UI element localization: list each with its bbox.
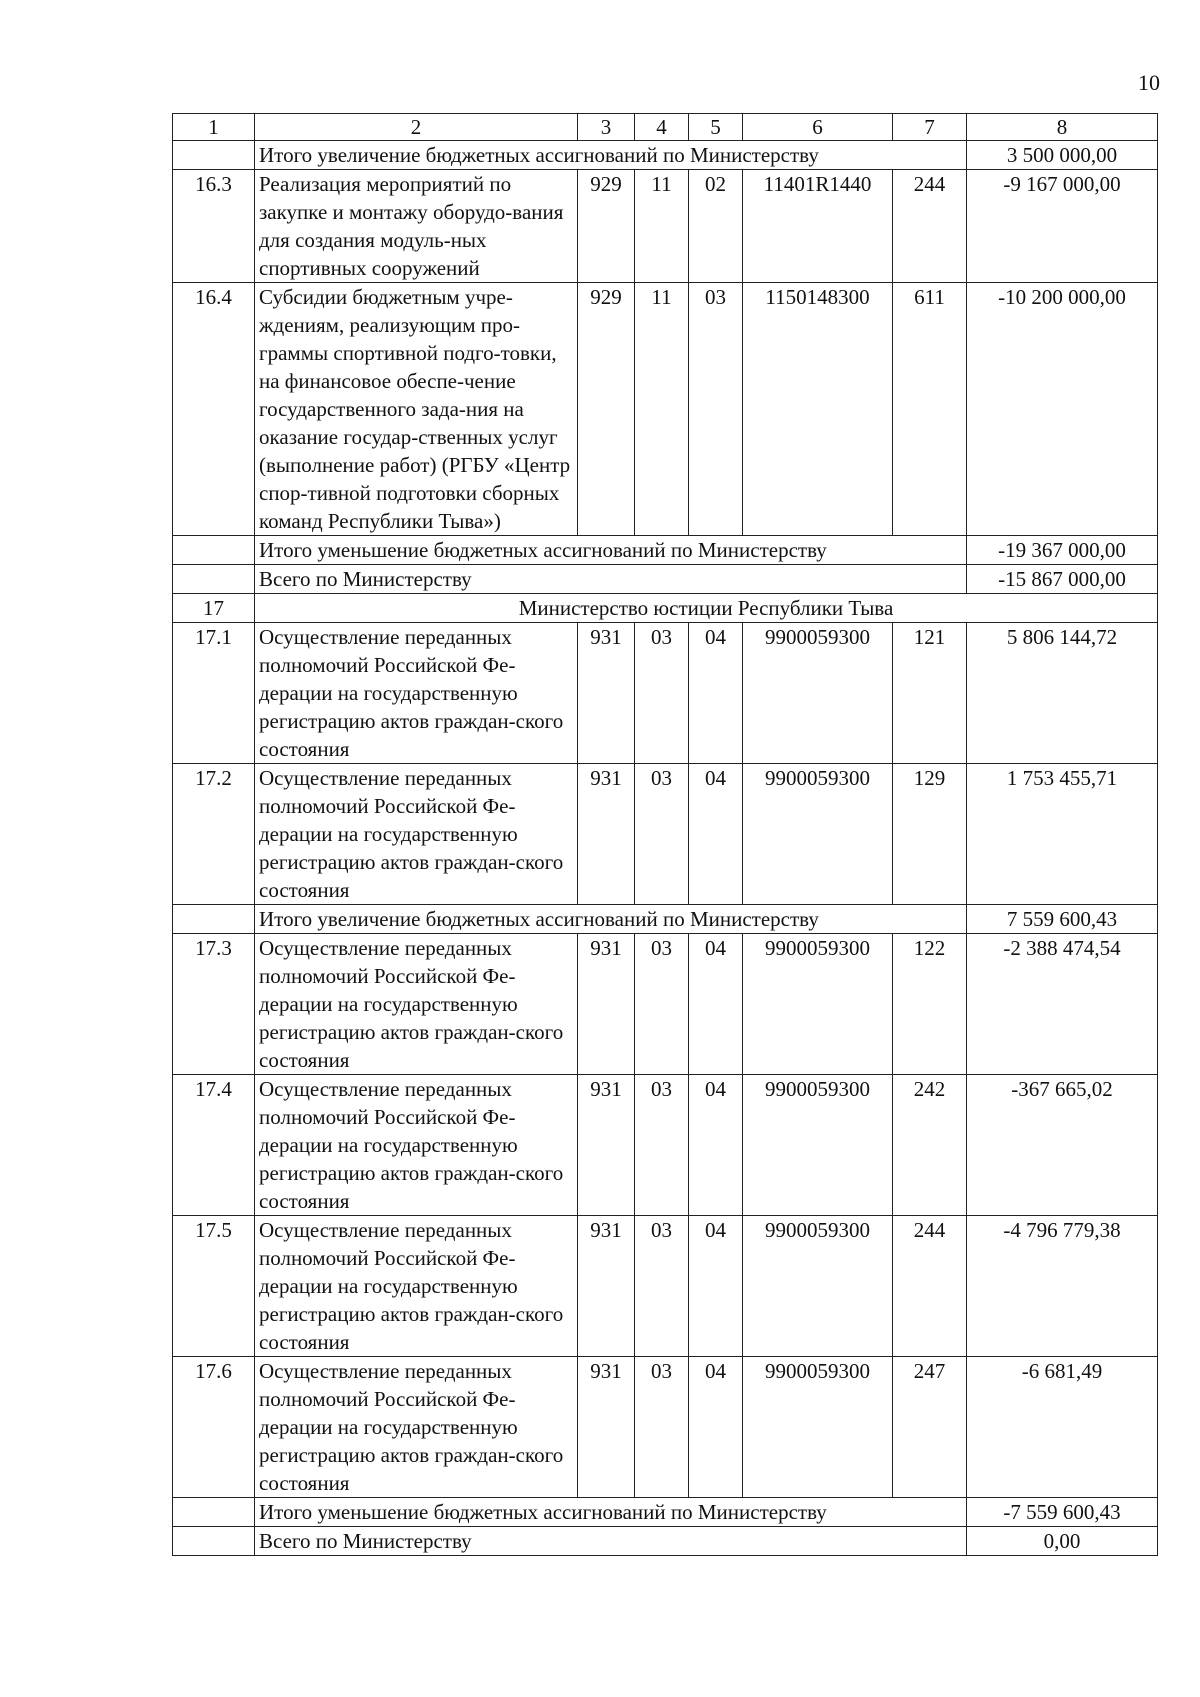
- subsection-code-cell: 04: [689, 1075, 743, 1216]
- description-cell: Осуществление переданных полномочий Российской Фе-дерации на государственную регистрацию актов граждан-ского состояния: [255, 1075, 578, 1216]
- section-code-cell: 03: [635, 1216, 689, 1357]
- target-article-cell: 9900059300: [743, 764, 893, 905]
- section-number: 17: [173, 594, 255, 623]
- subsection-code-cell: 04: [689, 1357, 743, 1498]
- row-number-cell: 17.5: [173, 1216, 255, 1357]
- row-number-cell: 16.4: [173, 283, 255, 536]
- target-article-cell: 9900059300: [743, 623, 893, 764]
- row-number-cell: [173, 141, 255, 170]
- amount-cell: 3 500 000,00: [967, 141, 1158, 170]
- section-code-cell: 11: [635, 283, 689, 536]
- table-row: [173, 934, 1158, 1075]
- target-article-cell: 9900059300: [743, 1075, 893, 1216]
- expense-type-cell: 244: [893, 1216, 967, 1357]
- table-row: [173, 1075, 1158, 1216]
- summary-label: Итого увеличение бюджетных ассигнований по Министерству: [255, 905, 967, 934]
- section-title: Министерство юстиции Республики Тыва: [255, 594, 1158, 623]
- expense-type-cell: 244: [893, 170, 967, 283]
- summary-row: [173, 141, 1158, 170]
- amount-cell: -10 200 000,00: [967, 283, 1158, 536]
- section-header-row: [173, 594, 1158, 623]
- expense-type-cell: 247: [893, 1357, 967, 1498]
- description-cell: Осуществление переданных полномочий Российской Фе-дерации на государственную регистрацию актов граждан-ского состояния: [255, 1357, 578, 1498]
- description-cell: Осуществление переданных полномочий Российской Фе-дерации на государственную регистрацию актов граждан-ского состояния: [255, 623, 578, 764]
- row-number-cell: 17.6: [173, 1357, 255, 1498]
- amount-cell: 1 753 455,71: [967, 764, 1158, 905]
- table-row: [173, 1216, 1158, 1357]
- amount-cell: -19 367 000,00: [967, 536, 1158, 565]
- subsection-code-cell: 02: [689, 170, 743, 283]
- amount-cell: 5 806 144,72: [967, 623, 1158, 764]
- summary-label: Всего по Министерству: [255, 1527, 967, 1556]
- description-cell: Субсидии бюджетным учре-ждениям, реализующим про-граммы спортивной подго-товки, на финансовое обеспе-чение государственного зада-ния на оказание государ-ственных услуг (выполнение работ) (РГБУ «Центр спор-тивной подготовки сборных команд Республики Тыва»): [255, 283, 578, 536]
- row-number-cell: [173, 1527, 255, 1556]
- expense-type-cell: 242: [893, 1075, 967, 1216]
- row-number-cell: 17.3: [173, 934, 255, 1075]
- column-header: 8: [967, 114, 1158, 141]
- target-article-cell: 9900059300: [743, 934, 893, 1075]
- column-header: 6: [743, 114, 893, 141]
- ministry-code-cell: 931: [578, 1357, 635, 1498]
- row-number-cell: 17.2: [173, 764, 255, 905]
- column-header: 3: [578, 114, 635, 141]
- row-number-cell: [173, 905, 255, 934]
- budget-allocation-table: [172, 113, 1158, 1556]
- description-cell: Осуществление переданных полномочий Российской Фе-дерации на государственную регистрацию актов граждан-ского состояния: [255, 1216, 578, 1357]
- table-row: [173, 623, 1158, 764]
- summary-row: [173, 905, 1158, 934]
- amount-cell: 0,00: [967, 1527, 1158, 1556]
- ministry-code-cell: 929: [578, 283, 635, 536]
- row-number-cell: 16.3: [173, 170, 255, 283]
- subsection-code-cell: 04: [689, 1216, 743, 1357]
- column-header: 4: [635, 114, 689, 141]
- row-number-cell: 17.1: [173, 623, 255, 764]
- column-header: 2: [255, 114, 578, 141]
- ministry-code-cell: 931: [578, 934, 635, 1075]
- table-row: [173, 170, 1158, 283]
- amount-cell: 7 559 600,43: [967, 905, 1158, 934]
- summary-row: [173, 565, 1158, 594]
- section-code-cell: 03: [635, 1357, 689, 1498]
- summary-row: [173, 1527, 1158, 1556]
- amount-cell: -367 665,02: [967, 1075, 1158, 1216]
- amount-cell: -6 681,49: [967, 1357, 1158, 1498]
- description-cell: Осуществление переданных полномочий Российской Фе-дерации на государственную регистрацию актов граждан-ского состояния: [255, 934, 578, 1075]
- summary-label: Итого увеличение бюджетных ассигнований по Министерству: [255, 141, 967, 170]
- summary-row: [173, 1498, 1158, 1527]
- section-code-cell: 03: [635, 934, 689, 1075]
- ministry-code-cell: 931: [578, 764, 635, 905]
- expense-type-cell: 121: [893, 623, 967, 764]
- subsection-code-cell: 03: [689, 283, 743, 536]
- subsection-code-cell: 04: [689, 623, 743, 764]
- column-header: 7: [893, 114, 967, 141]
- table-row: [173, 283, 1158, 536]
- summary-label: Всего по Министерству: [255, 565, 967, 594]
- section-code-cell: 03: [635, 623, 689, 764]
- row-number-cell: 17.4: [173, 1075, 255, 1216]
- amount-cell: -4 796 779,38: [967, 1216, 1158, 1357]
- expense-type-cell: 611: [893, 283, 967, 536]
- target-article-cell: 11401R1440: [743, 170, 893, 283]
- table-row: [173, 764, 1158, 905]
- row-number-cell: [173, 1498, 255, 1527]
- summary-row: [173, 536, 1158, 565]
- ministry-code-cell: 931: [578, 1075, 635, 1216]
- amount-cell: -7 559 600,43: [967, 1498, 1158, 1527]
- section-code-cell: 03: [635, 764, 689, 905]
- section-code-cell: 03: [635, 1075, 689, 1216]
- table-header-row: [173, 114, 1158, 141]
- ministry-code-cell: 931: [578, 1216, 635, 1357]
- target-article-cell: 1150148300: [743, 283, 893, 536]
- summary-label: Итого уменьшение бюджетных ассигнований по Министерству: [255, 536, 967, 565]
- expense-type-cell: 122: [893, 934, 967, 1075]
- description-cell: Реализация мероприятий по закупке и монтажу оборудо-вания для создания модуль-ных спортивных сооружений: [255, 170, 578, 283]
- amount-cell: -2 388 474,54: [967, 934, 1158, 1075]
- table-row: [173, 1357, 1158, 1498]
- target-article-cell: 9900059300: [743, 1357, 893, 1498]
- column-header: 5: [689, 114, 743, 141]
- column-header: 1: [173, 114, 255, 141]
- subsection-code-cell: 04: [689, 934, 743, 1075]
- page-number: 10: [1138, 70, 1160, 95]
- row-number-cell: [173, 536, 255, 565]
- ministry-code-cell: 929: [578, 170, 635, 283]
- section-code-cell: 11: [635, 170, 689, 283]
- ministry-code-cell: 931: [578, 623, 635, 764]
- subsection-code-cell: 04: [689, 764, 743, 905]
- row-number-cell: [173, 565, 255, 594]
- amount-cell: -15 867 000,00: [967, 565, 1158, 594]
- amount-cell: -9 167 000,00: [967, 170, 1158, 283]
- target-article-cell: 9900059300: [743, 1216, 893, 1357]
- description-cell: Осуществление переданных полномочий Российской Фе-дерации на государственную регистрацию актов граждан-ского состояния: [255, 764, 578, 905]
- summary-label: Итого уменьшение бюджетных ассигнований по Министерству: [255, 1498, 967, 1527]
- expense-type-cell: 129: [893, 764, 967, 905]
